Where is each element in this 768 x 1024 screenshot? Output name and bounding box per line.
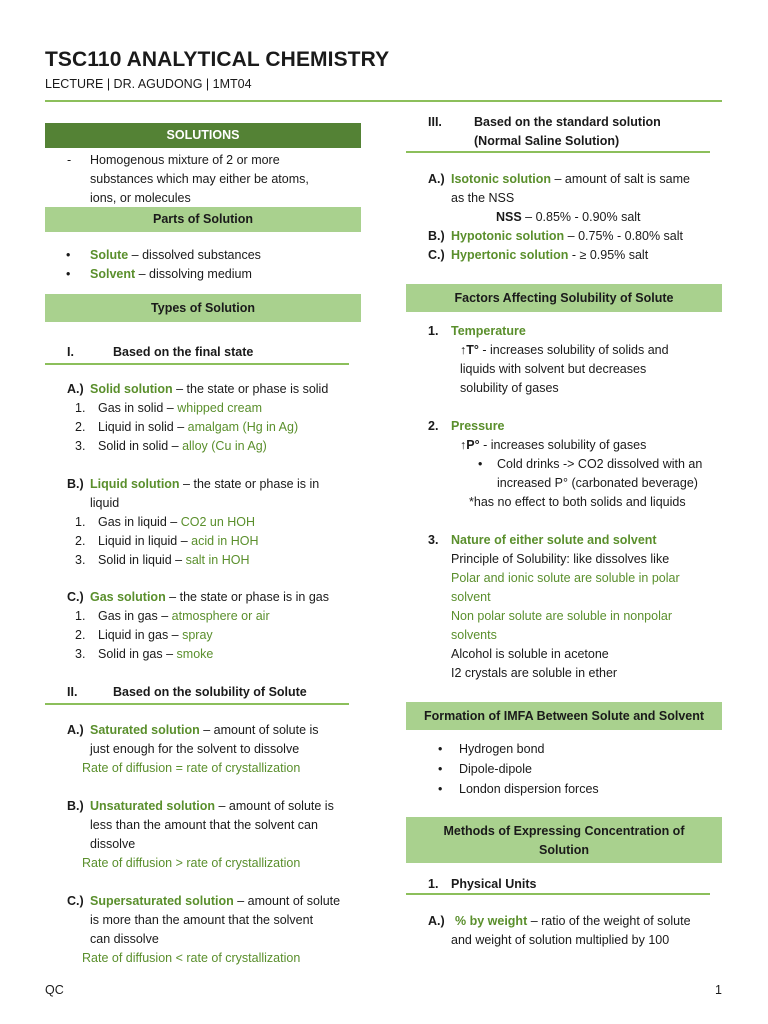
example: I2 crystals are soluble in ether <box>451 666 618 680</box>
page-title: TSC110 ANALYTICAL CHEMISTRY <box>45 48 390 71</box>
factor-title: Nature of either solute and solvent <box>451 533 657 547</box>
item-label: A.) <box>67 723 84 737</box>
liquid-solution: Liquid solution – the state or phase is in <box>90 477 320 491</box>
nonpolar-rule: Non polar solute are soluble in nonpolar <box>451 609 672 623</box>
page-number: 1 <box>715 983 722 997</box>
pressure-effect: ↑P° - increases solubility of gases <box>460 438 647 452</box>
page-subtitle: LECTURE | DR. AGUDONG | 1MT04 <box>45 77 252 91</box>
footer-left: QC <box>45 983 64 997</box>
supersaturated-rate: Rate of diffusion < rate of crystallization <box>82 951 301 965</box>
factor-title: Temperature <box>451 324 526 338</box>
list-number: 1. <box>428 324 439 338</box>
principle: Principle of Solubility: like dissolves like <box>451 552 670 566</box>
bullet-icon: • <box>438 782 443 796</box>
list-item: 2. <box>75 628 86 642</box>
list-item: Gas in gas – atmosphere or air <box>98 609 270 623</box>
item-label: B.) <box>428 229 445 243</box>
unsaturated-solution: Unsaturated solution – amount of solute is <box>90 799 334 813</box>
gas-solution: Gas solution – the state or phase is in gas <box>90 590 329 604</box>
supersaturated-solution: Supersaturated solution – amount of solute <box>90 894 341 908</box>
list-item: 2. <box>75 420 86 434</box>
pressure-example: Cold drinks -> CO2 dissolved with an <box>497 457 703 471</box>
factors-band: Factors Affecting Solubility of Solute <box>406 284 722 312</box>
up-arrow-icon: ↑P° <box>460 438 480 452</box>
factor-title: Pressure <box>451 419 505 433</box>
list-number: 3. <box>428 533 439 547</box>
solutions-def-line: ions, or molecules <box>90 191 191 205</box>
parts-item: Solute – dissolved substances <box>90 248 261 262</box>
percent-by-weight: % by weight – ratio of the weight of solute <box>455 914 691 928</box>
section-title: Based on the standard solution <box>474 115 661 129</box>
section-underline <box>406 893 710 895</box>
bullet-icon: • <box>478 457 483 471</box>
isotonic-cont: as the NSS <box>451 191 515 205</box>
saturated-cont: just enough for the solvent to dissolve <box>90 742 300 756</box>
bullet-icon: • <box>66 248 71 262</box>
item-label: B.) <box>67 799 84 813</box>
section-title: Based on the solubility of Solute <box>113 685 307 699</box>
item-label: B.) <box>67 477 84 491</box>
item-label: C.) <box>428 248 445 262</box>
item-label: C.) <box>67 894 84 908</box>
methods-band-line: Methods of Expressing Concentration of <box>443 824 685 838</box>
supersaturated-cont: is more than the amount that the solvent <box>90 913 314 927</box>
physical-units-title: Physical Units <box>451 877 537 891</box>
hypertonic-solution: Hypertonic solution - ≥ 0.95% salt <box>451 248 649 262</box>
list-item: 3. <box>75 647 86 661</box>
up-arrow-icon: ↑T° <box>460 343 479 357</box>
bullet-icon: • <box>438 742 443 756</box>
isotonic-solution: Isotonic solution – amount of salt is same <box>451 172 690 186</box>
polar-rule-cont: solvent <box>451 590 491 604</box>
solutions-def-line: Homogenous mixture of 2 or more <box>90 153 280 167</box>
liquid-solution-cont: liquid <box>90 496 120 510</box>
unsaturated-rate: Rate of diffusion > rate of crystallization <box>82 856 301 870</box>
methods-band-line: Solution <box>539 843 589 857</box>
section-title: (Normal Saline Solution) <box>474 134 620 148</box>
list-item: 3. <box>75 439 86 453</box>
section-number: III. <box>428 115 442 129</box>
polar-rule: Polar and ionic solute are soluble in polar <box>451 571 680 585</box>
hypotonic-solution: Hypotonic solution – 0.75% - 0.80% salt <box>451 229 684 243</box>
list-item: Solid in liquid – salt in HOH <box>98 553 250 567</box>
list-number: 1. <box>428 877 439 891</box>
example: Alcohol is soluble in acetone <box>451 647 609 661</box>
solid-solution: Solid solution – the state or phase is solid <box>90 382 329 396</box>
section-number: I. <box>67 345 74 359</box>
list-item: 1. <box>75 609 86 623</box>
solutions-def-line: substances which may either be atoms, <box>90 172 309 186</box>
bullet-icon: • <box>66 267 71 281</box>
methods-band <box>406 817 722 863</box>
pressure-example-cont: increased P° (carbonated beverage) <box>497 476 698 490</box>
list-item: Gas in solid – whipped cream <box>98 401 262 415</box>
list-item: Solid in gas – smoke <box>98 647 214 661</box>
list-item: Solid in solid – alloy (Cu in Ag) <box>98 439 267 453</box>
saturated-rate: Rate of diffusion = rate of crystallization <box>82 761 301 775</box>
saturated-solution: Saturated solution – amount of solute is <box>90 723 319 737</box>
pressure-note: *has no effect to both solids and liquids <box>469 495 686 509</box>
section-title: Based on the final state <box>113 345 254 359</box>
solutions-band: SOLUTIONS <box>45 123 361 148</box>
nss-range: NSS – 0.85% - 0.90% salt <box>496 210 641 224</box>
parts-item: Solvent – dissolving medium <box>90 267 252 281</box>
list-item: 1. <box>75 401 86 415</box>
list-item: Liquid in gas – spray <box>98 628 213 642</box>
list-item: Gas in liquid – CO2 un HOH <box>98 515 256 529</box>
bullet-icon: • <box>438 762 443 776</box>
list-item: 2. <box>75 534 86 548</box>
list-item: 3. <box>75 553 86 567</box>
supersaturated-cont: can dissolve <box>90 932 159 946</box>
imfa-band: Formation of IMFA Between Solute and Solvent <box>406 702 722 730</box>
list-number: 2. <box>428 419 439 433</box>
unsaturated-cont: dissolve <box>90 837 136 851</box>
temp-effect-cont: solubility of gases <box>460 381 559 395</box>
imfa-item: London dispersion forces <box>459 782 599 796</box>
item-label: A.) <box>428 172 445 186</box>
section-underline <box>45 703 349 705</box>
imfa-item: Hydrogen bond <box>459 742 545 756</box>
section-underline <box>45 363 349 365</box>
percent-by-weight-cont: and weight of solution multiplied by 100 <box>451 933 670 947</box>
temp-effect: ↑T° - increases solubility of solids and <box>460 343 669 357</box>
item-label: A.) <box>428 914 445 928</box>
nonpolar-rule-cont: solvents <box>451 628 497 642</box>
header-divider <box>45 100 722 102</box>
parts-band: Parts of Solution <box>45 207 361 232</box>
types-band: Types of Solution <box>45 294 361 322</box>
temp-effect-cont: liquids with solvent but decreases <box>460 362 647 376</box>
list-item: 1. <box>75 515 86 529</box>
item-label: C.) <box>67 590 84 604</box>
imfa-item: Dipole-dipole <box>459 762 532 776</box>
section-number: II. <box>67 685 78 699</box>
section-underline <box>406 151 710 153</box>
list-item: Liquid in solid – amalgam (Hg in Ag) <box>98 420 299 434</box>
list-item: Liquid in liquid – acid in HOH <box>98 534 259 548</box>
solutions-dash: - <box>67 153 72 167</box>
item-label: A.) <box>67 382 84 396</box>
unsaturated-cont: less than the amount that the solvent can <box>90 818 318 832</box>
